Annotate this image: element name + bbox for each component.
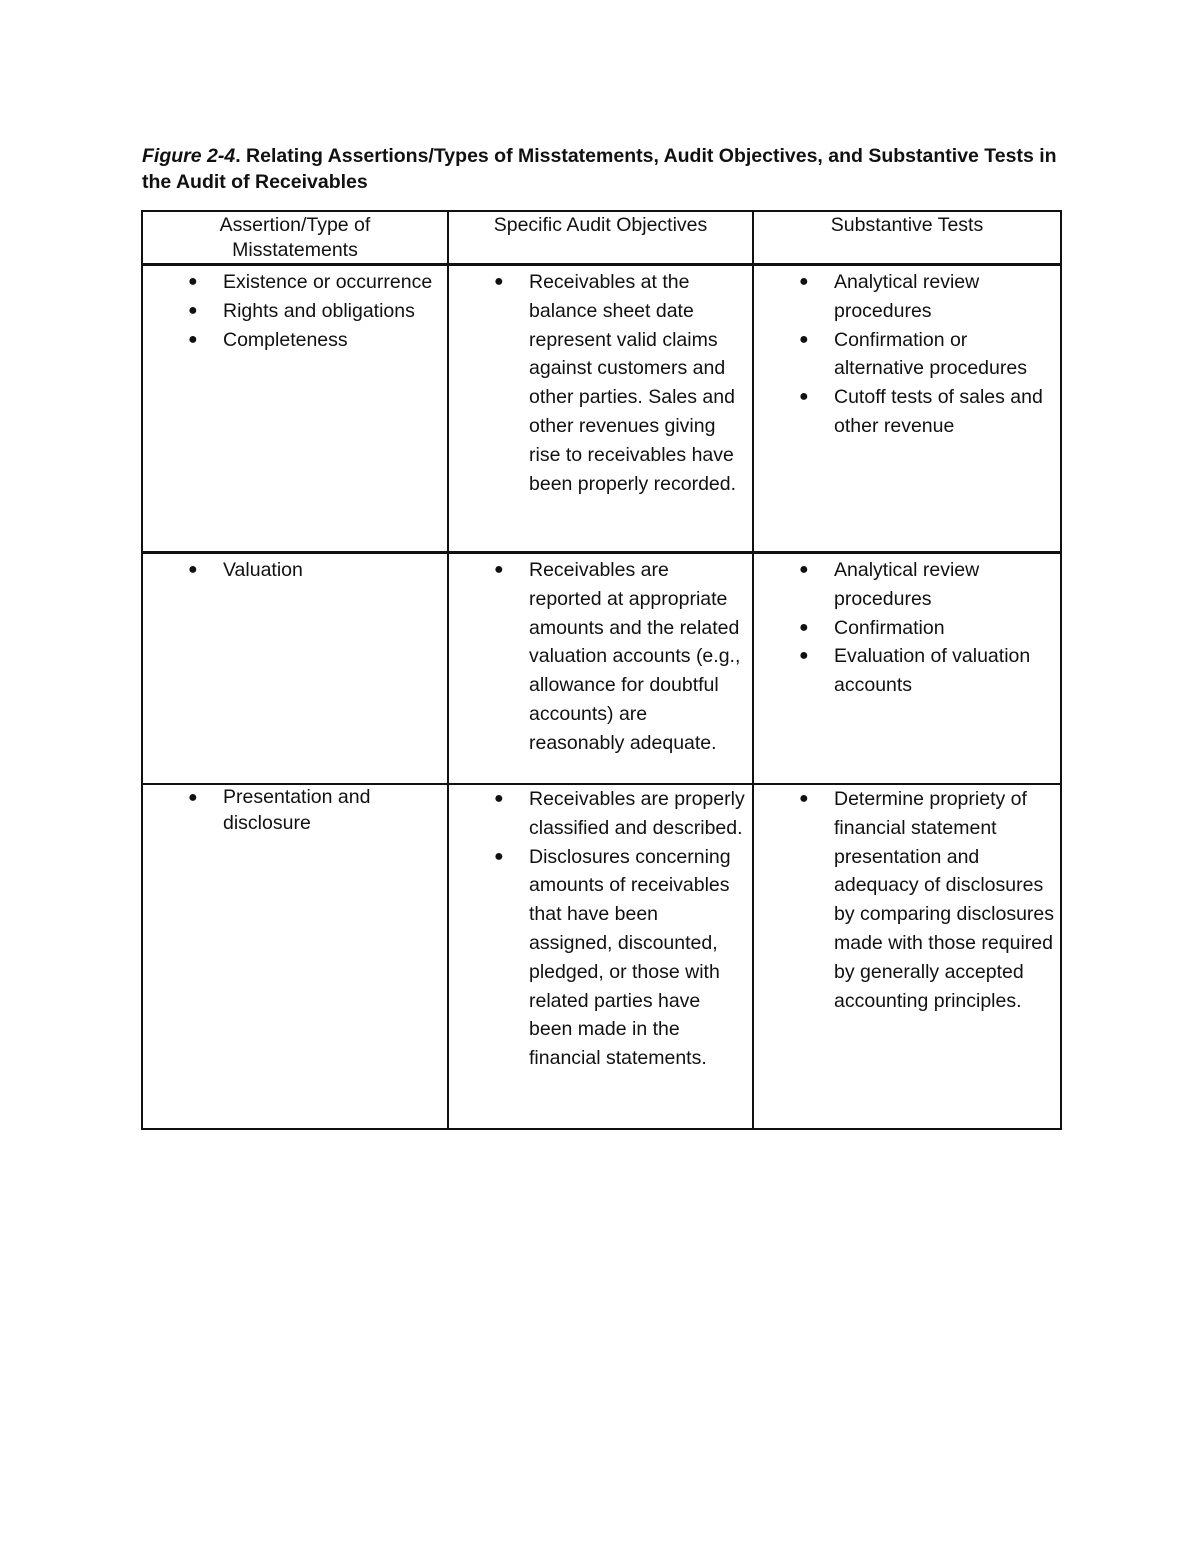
- bullet-icon: ●: [188, 301, 198, 319]
- tests-cell: [753, 553, 1061, 785]
- list-item: ● Presentation and disclosure: [188, 786, 371, 834]
- bullet-icon: ●: [494, 561, 504, 578]
- bullet-icon: ●: [188, 561, 198, 578]
- list-item: ● Receivables are properly classified and described.: [449, 785, 752, 843]
- bullet-icon: ●: [799, 388, 809, 406]
- table-row: [142, 265, 1061, 553]
- bullet-icon: ●: [799, 790, 809, 807]
- assertions-cell: [142, 265, 448, 553]
- bullet-icon: ●: [188, 273, 198, 290]
- list-item: ● Receivables at the balance sheet date represent valid claims against customers and other parties. Sales and other revenues giving rise to receivables have been properly recorded.: [449, 268, 752, 498]
- audit-objectives-table: [141, 210, 1062, 1130]
- list-item: ● Valuation: [143, 556, 447, 585]
- bullet-icon: ●: [799, 647, 809, 665]
- list-item: ● Existence or occurrence: [143, 268, 447, 297]
- column-header-assertion: Assertion/Type of Misstatements: [142, 211, 448, 265]
- bullet-icon: ●: [494, 847, 504, 865]
- objectives-cell: [448, 265, 753, 553]
- table-row: [142, 553, 1061, 785]
- bullet-icon: ●: [799, 273, 809, 290]
- bullet-icon: ●: [799, 330, 809, 348]
- bullet-icon: ●: [494, 273, 504, 290]
- bullet-icon: ●: [188, 789, 198, 806]
- column-header-objectives: Specific Audit Objectives: [448, 211, 753, 265]
- list-item: ● Determine propriety of financial statement presentation and adequacy of disclosures by comparing disclosures made with those required by generally accepted accounting principles.: [754, 785, 1060, 1015]
- bullet-icon: ●: [494, 790, 504, 807]
- objectives-cell: [448, 553, 753, 785]
- list-item: ● Rights and obligations: [143, 297, 447, 326]
- objectives-cell: [448, 784, 753, 1129]
- table-row: [142, 784, 1061, 1129]
- bullet-icon: ●: [799, 561, 809, 578]
- list-item: ● Analytical review procedures: [754, 556, 1060, 614]
- assertions-cell: [142, 784, 448, 1129]
- figure-title: . Relating Assertions/Types of Misstatements, Audit Objectives, and Substantive Tests in the Audit of Receivables: [142, 145, 1057, 193]
- tests-cell: [753, 265, 1061, 553]
- list-item: ● Analytical review procedures: [754, 268, 1060, 326]
- list-item: ● Confirmation: [754, 614, 1060, 643]
- tests-cell: [753, 784, 1061, 1129]
- list-item: ● Disclosures concerning amounts of receivables that have been assigned, discounted, pledged, or those with related parties have been made in the financial statements.: [449, 843, 752, 1073]
- figure-label: Figure 2-4: [142, 145, 236, 167]
- assertions-cell: [142, 553, 448, 785]
- bullet-icon: ●: [799, 618, 809, 636]
- table-header-row: [142, 211, 1061, 265]
- figure-caption: [142, 143, 1062, 195]
- column-header-tests: Substantive Tests: [753, 211, 1061, 265]
- list-item: ● Completeness: [143, 326, 447, 355]
- list-item: ● Evaluation of valuation accounts: [754, 642, 1060, 700]
- list-item: ● Receivables are reported at appropriate amounts and the related valuation accounts (e.g., allowance for doubtful accounts) are reasonably adequate.: [449, 556, 752, 758]
- list-item: ● Cutoff tests of sales and other revenue: [754, 383, 1060, 441]
- bullet-icon: ●: [188, 330, 198, 348]
- list-item: ● Confirmation or alternative procedures: [754, 326, 1060, 384]
